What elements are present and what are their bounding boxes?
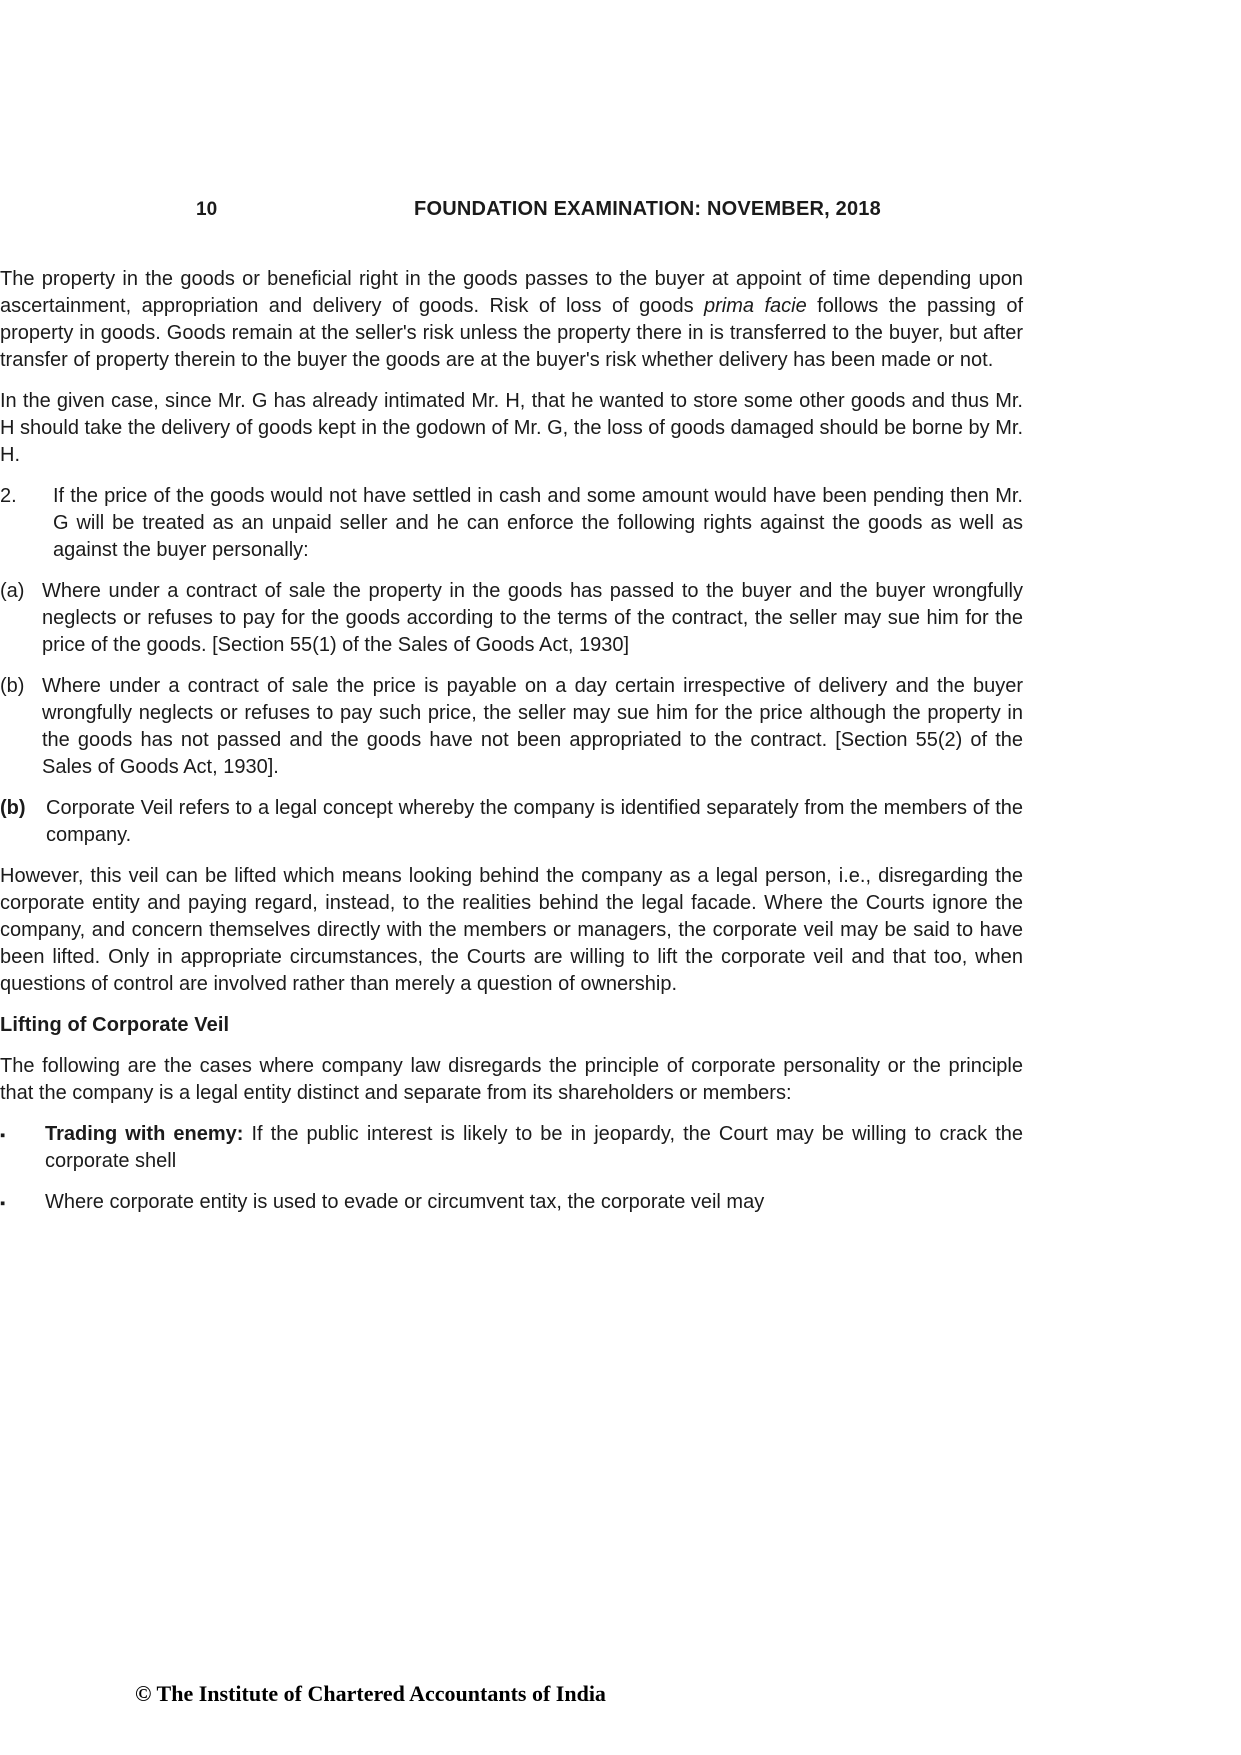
paragraph-given-case: In the given case, since Mr. G has already intimated Mr. H, that he wanted to store some other goods and thus Mr. H should take the delivery of goods kept in the godown of Mr. G, the loss of goods damaged should be borne by Mr. H. xyxy=(0,390,1023,466)
sub-item-text: Where under a contract of sale the price is payable on a day certain irrespective of delivery and the buyer wrongfully neglects or refuses to pay such price, the seller may sue him for the price although the property in the goods has not passed and the goods have not been appropriated to the contract. [Section 55(2) of the Sales of Goods Act, 1930]. xyxy=(42,675,1023,778)
paragraph-text: follows the passing of property in goods. Goods remain at the seller's risk unless the property there in is transferred to the buyer, but after transfer of property therein to the buyer the goods are at the buyer's risk whether delivery has been made or not. xyxy=(0,295,1024,371)
page-header xyxy=(0,196,1241,226)
paragraph-text: The property in the goods or beneficial right in the goods passes to the buyer at appoint of time depending upon ascertainment, appropriation and delivery of goods. Risk of loss of goods xyxy=(0,268,1023,317)
document-body xyxy=(0,266,1023,1231)
sub-item-marker: (a) xyxy=(0,580,25,602)
bullet-text: Where corporate entity is used to evade or circumvent tax, the corporate veil may xyxy=(45,1191,765,1213)
paragraph-property-in-goods xyxy=(0,266,1023,374)
bullet-lead-bold: Trading with enemy: xyxy=(45,1123,244,1145)
latin-phrase-italic: prima facie xyxy=(704,295,807,317)
square-bullet-icon: ▪ xyxy=(0,1195,6,1212)
sub-item-a xyxy=(0,578,1023,659)
sub-item-text: Where under a contract of sale the property in the goods has passed to the buyer and the buyer wrongfully neglects or refuses to pay for the goods according to the terms of the contract, the seller may sue him for the price of the goods. [Section 55(1) of the Sales of Goods Act, 1930] xyxy=(42,580,1023,656)
sub-item-marker: (b) xyxy=(0,675,25,697)
answer-item-text: Corporate Veil refers to a legal concept whereby the company is identified separately from the members of the company. xyxy=(46,797,1023,846)
item-number: 2. xyxy=(0,485,17,507)
sub-item-b xyxy=(0,673,1023,781)
bullet-evade-tax xyxy=(0,1189,1023,1217)
paragraph-following-cases: The following are the cases where company law disregards the principle of corporate personality or the principle that the company is a legal entity distinct and separate from its shareholders or members: xyxy=(0,1055,1023,1104)
section-heading-lifting-of-corporate-veil: Lifting of Corporate Veil xyxy=(0,1014,230,1036)
paragraph-veil-lifted: However, this veil can be lifted which means looking behind the company as a legal person, i.e., disregarding the corporate entity and paying regard, instead, to the realities behind the legal facade. Where the Courts ignore the company, and concern themselves directly with the members or managers, the corporate veil may be said to have been lifted. Only in appropriate circumstances, the Courts are willing to lift the corporate veil and that too, when questions of control are involved rather than merely a question of ownership. xyxy=(0,865,1023,995)
item-text: If the price of the goods would not have settled in cash and some amount would have been pending then Mr. G will be treated as an unpaid seller and he can enforce the following rights against the goods as well as against the buyer personally: xyxy=(53,485,1023,561)
footer-copyright: © The Institute of Chartered Accountants of India xyxy=(135,1681,606,1706)
bullet-body: If the public interest is likely to be in jeopardy, the Court may be willing to crack the corporate shell xyxy=(45,1123,1023,1172)
square-bullet-icon: ▪ xyxy=(0,1127,6,1144)
header-title: FOUNDATION EXAMINATION: NOVEMBER, 2018 xyxy=(414,198,881,220)
page-number: 10 xyxy=(196,199,218,220)
numbered-item-2 xyxy=(0,483,1023,564)
answer-item-b xyxy=(0,795,1023,849)
bullet-trading-with-enemy xyxy=(0,1121,1023,1175)
answer-item-marker: (b) xyxy=(0,797,26,819)
bullet-text xyxy=(45,1121,1023,1175)
